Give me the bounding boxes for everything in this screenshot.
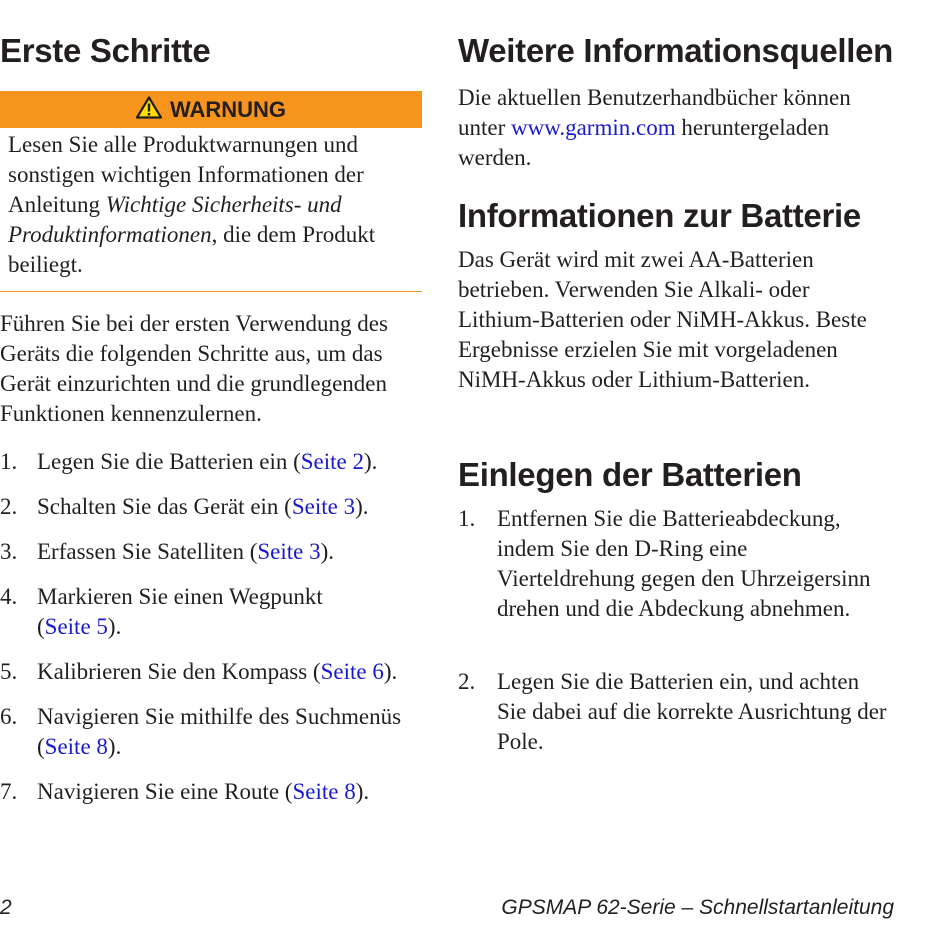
- page-link[interactable]: Seite 3: [291, 494, 356, 519]
- list-item: 5. Kalibrieren Sie den Kompass (Seite 6).: [0, 659, 398, 684]
- list-item: 2. Schalten Sie das Gerät ein (Seite 3).: [0, 494, 369, 519]
- list-item: 6. Navigieren Sie mithilfe des Suchmenüs (Seite 8).: [0, 704, 402, 759]
- list-item: 1. Entfernen Sie die Batterieabdeckung, indem Sie den D-Ring eine Vierteldrehung gegen den Uhrzeigersinn drehen und die Abdeckung abnehmen.: [458, 506, 871, 621]
- footer-document-title: GPSMAP 62-Serie – Schnellstartanleitung: [501, 896, 894, 919]
- page-link[interactable]: Seite 6: [320, 659, 384, 684]
- garmin-website-link[interactable]: www.garmin.com: [511, 115, 676, 140]
- list-item: 7. Navigieren Sie eine Route (Seite 8).: [0, 779, 370, 804]
- page-link[interactable]: Seite 8: [44, 734, 108, 759]
- section-title-einlegen-der-batterien: Einlegen der Batterien: [458, 456, 802, 493]
- page-link[interactable]: Seite 8: [292, 779, 356, 804]
- page-link[interactable]: Seite 5: [44, 614, 108, 639]
- list-item: 1. Legen Sie die Batterien ein (Seite 2).: [0, 449, 378, 474]
- warning-triangle-icon: [136, 96, 162, 124]
- getting-started-steps: [0, 447, 425, 822]
- list-item: 3. Erfassen Sie Satelliten (Seite 3).: [0, 539, 335, 564]
- battery-install-steps: [458, 504, 888, 757]
- warning-banner: [0, 91, 422, 128]
- section-title-erste-schritte: Erste Schritte: [0, 32, 211, 69]
- warning-divider: [0, 291, 422, 292]
- info-sources-paragraph: Die aktuellen Benutzerhandbücher können unter www.garmin.com heruntergeladen werden.: [458, 85, 851, 170]
- page-link[interactable]: Seite 2: [300, 449, 365, 474]
- list-item: 4. Markieren Sie einen Wegpunkt (Seite 5).: [0, 584, 323, 639]
- intro-paragraph: Führen Sie bei der ersten Verwendung des Geräts die folgenden Schritte aus, um das Gerät einzurichten und die grundlegenden Funktionen kennenzulernen.: [0, 311, 388, 426]
- footer-page-number: 2: [0, 896, 12, 919]
- battery-info-paragraph: Das Gerät wird mit zwei AA-Batterien betrieben. Verwenden Sie Alkali- oder Lithium-Batterien oder NiMH-Akkus. Beste Ergebnisse erzielen Sie mit vorgeladenen NiMH-Akkus oder Lithium-Batterien.: [458, 247, 867, 392]
- warning-label: WARNUNG: [169, 96, 287, 122]
- section-title-informationen-zur-batterie: Informationen zur Batterie: [458, 197, 861, 234]
- warning-text: Lesen Sie alle Produktwarnungen und sonstigen wichtigen Informationen der Anleitung Wichtige Sicherheits- und Produktinformationen, die dem Produkt beiliegt.: [8, 132, 376, 277]
- page-link[interactable]: Seite 3: [257, 539, 321, 564]
- section-title-weitere-informationsquellen: Weitere Informationsquellen: [458, 32, 894, 69]
- warning-italic-title: Wichtige Sicherheits- und Produktinformationen: [8, 192, 342, 247]
- list-item: 2. Legen Sie die Batterien ein, und achten Sie dabei auf die korrekte Ausrichtung der Pole.: [458, 669, 887, 754]
